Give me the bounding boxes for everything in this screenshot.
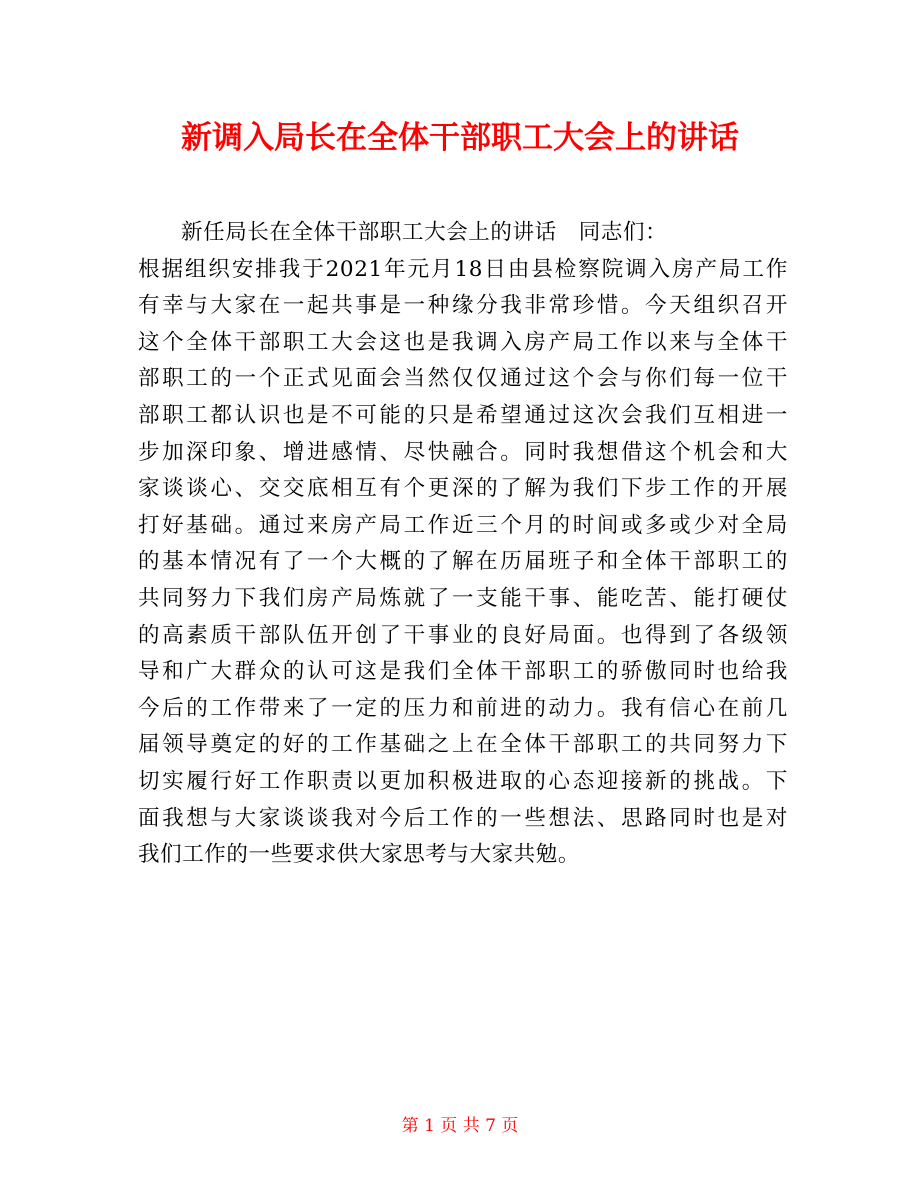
body-line: 家谈谈心、交交底相互有个更深的了解为我们下步工作的开展 — [138, 476, 788, 502]
document-body — [138, 215, 788, 874]
body-line: 部职工的一个正式见面会当然仅仅通过这个会与你们每一位干 — [138, 366, 788, 392]
body-line: 这个全体干部职工大会这也是我调入房产局工作以来与全体干 — [138, 329, 788, 355]
body-line: 届领导奠定的好的工作基础之上在全体干部职工的共同努力下 — [138, 732, 788, 758]
body-line: 共同努力下我们房产局炼就了一支能干事、能吃苦、能打硬仗 — [138, 585, 788, 611]
body-line: 步加深印象、增进感情、尽快融合。同时我想借这个机会和大 — [138, 439, 788, 465]
body-line: 我们工作的一些要求供大家思考与大家共勉。 — [138, 842, 581, 868]
body-line: 面我想与大家谈谈我对今后工作的一些想法、思路同时也是对 — [138, 805, 788, 831]
body-line: 新任局长在全体干部职工大会上的讲话 同志们： — [181, 220, 668, 245]
document-title: 新调入局长在全体干部职工大会上的讲话 — [181, 120, 739, 156]
body-line: 的高素质干部队伍开创了干事业的良好局面。也得到了各级领 — [138, 622, 788, 648]
body-line: 切实履行好工作职责以更加积极进取的心态迎接新的挑战。下 — [138, 768, 788, 794]
body-line: 有幸与大家在一起共事是一种缘分我非常珍惜。今天组织召开 — [138, 293, 788, 319]
body-line: 今后的工作带来了一定的压力和前进的动力。我有信心在前几 — [138, 695, 788, 721]
body-line: 根据组织安排我于2021年元月18日由县检察院调入房产局工作 — [138, 256, 788, 282]
body-line: 的基本情况有了一个大概的了解在历届班子和全体干部职工的 — [138, 549, 788, 575]
body-line: 部职工都认识也是不可能的只是希望通过这次会我们互相进一 — [138, 402, 788, 428]
page-footer: 第 1 页 共 7 页 — [401, 1116, 519, 1136]
body-line: 导和广大群众的认可这是我们全体干部职工的骄傲同时也给我 — [138, 659, 788, 685]
body-line: 打好基础。通过来房产局工作近三个月的时间或多或少对全局 — [138, 512, 788, 538]
